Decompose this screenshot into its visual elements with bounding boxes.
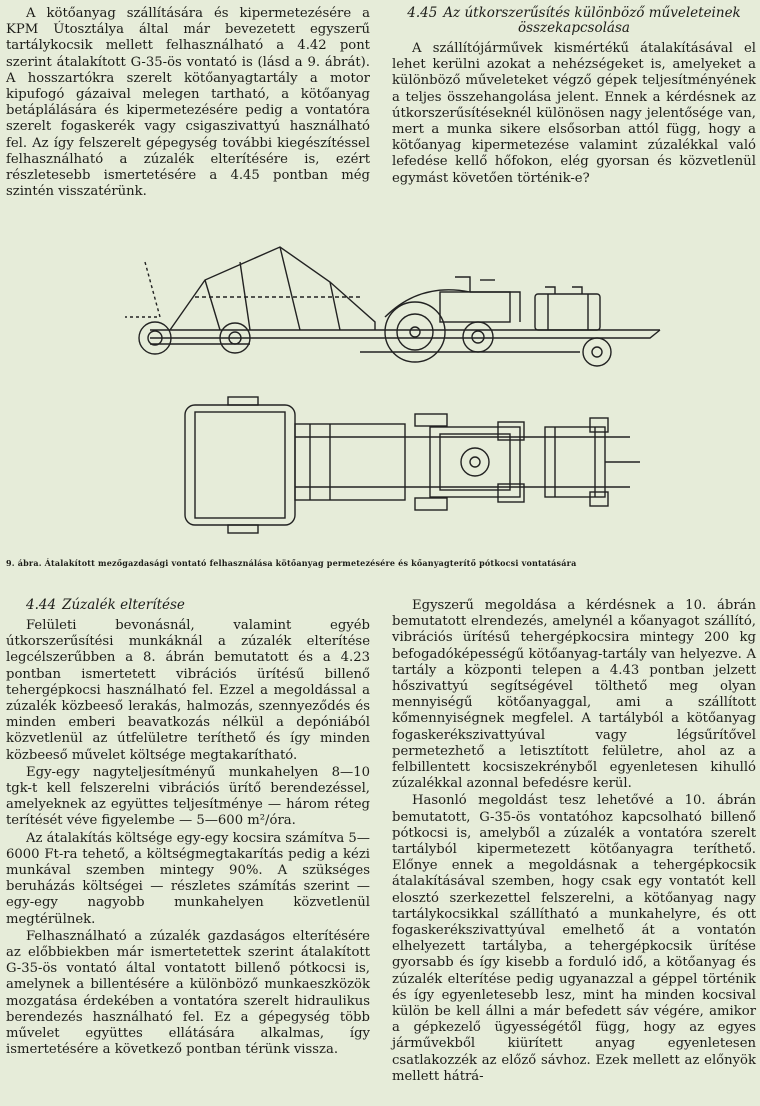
- section-number: 4.44: [26, 597, 57, 613]
- section-title: Zúzalék elterítése: [62, 597, 185, 613]
- section-heading-4-45: [392, 6, 756, 36]
- paragraph: Felületi bevonásnál, valamint egyéb útkorszerűsítési munkáknál a zúzalék elterítése legcélszerűbben a 8. ábrán bemutatott és a 4.23 pontban ismertetett vibrációs ürítésű billenő tehergépkocsi használható fel. Ezzel a megoldással a zúzalék közbeeső lerakás, halmozás, szennyeződés és minden emberi beavatkozás nélkül a depóniából közvetlenül az útfelületre teríthető és így minden közbeeső művelet költsége megtakarítható.: [6, 618, 370, 763]
- paragraph: A szállítójárművek kismértékű átalakításával el lehet kerülni azokat a nehézségeket is, amelyeket a különböző műveleteket végző gépek teljesítményének a teljes összehangolása jelent. Ennek a kérdésnek az útkorszerűsítéseknél különösen nagy jelentősége van, mert a munka sikere elsősorban attól függ, hogy a kötőanyag kipermetezése valamint zúzalékkal való lefedése kellő hőfokon, elég gyorsan és közvetlenül egymást követően történik-e?: [392, 41, 756, 186]
- column-bottom-left: [6, 598, 370, 1058]
- paragraph: Felhasználható a zúzalék gazdaságos elterítésére az előbbiekben már ismertetettek szerint átalakított G-35-ös vontató által vontatott billenő pótkocsi is, amelynek a billentésére a különböző munkaeszközök mozgatása érdekében a vontatóra szerelt hidraulikus berendezés használható fel. Ez a gépegység több művelet együttes ellátására alkalmas, így ismertetésére a következő pontban térünk vissza.: [6, 928, 370, 1058]
- column-top-right: [392, 6, 756, 187]
- section-heading-4-44: [6, 598, 370, 613]
- figure-caption: 9. ábra. Átalakított mezőgazdasági vontató felhasználása kötőanyag permetezésére és kőanyagterítő pótkocsi vontatására: [6, 558, 577, 568]
- column-top-left: [6, 6, 370, 200]
- paragraph: Egy-egy nagyteljesítményű munkahelyen 8—10 tgk-t kell felszerelni vibrációs ürítő berendezéssel, amelyeknek az együttes teljesítménye — három réteg terítését véve figyelembe — 5—600 m²/óra.: [6, 764, 370, 829]
- paragraph: Az átalakítás költsége egy-egy kocsira számítva 5—6000 Ft-ra tehető, a költségmegtakarítás pedig a kézi munkával szemben mintegy 90%. A szükséges beruházás költségei — részletes számítás szerint — egy-egy nagyobb munkahelyen közvetlenül megtérülnek.: [6, 830, 370, 927]
- paragraph: A kötőanyag szállítására és kipermetezésére a KPM Útosztálya által már bevezetett egyszerű tartálykocsik mellett felhasználható a 4.42 pont szerint átalakított G-35-ös vontató is (lásd a 9. ábrát). A hosszartókra szerelt kötőanyagtartály a motor kipufogó gázaival melegen tartható, a kötőanyag betáplálására és kipermetezésére pedig a vontatóra szerelt fogaskerék vagy csigaszivattyú használható fel. Az így felszerelt gépegység további kiegészítéssel felhasználható a zúzalék elterítésére is, ezért részletesebb ismertetésére a 4.45 pontban még szintén visszatérünk.: [6, 6, 370, 200]
- figure-tractor-drawing: [0, 222, 760, 572]
- section-number: 4.45: [407, 5, 438, 21]
- side-view-drawing: [125, 247, 660, 366]
- column-bottom-right: [392, 598, 756, 1085]
- paragraph: Egyszerű megoldása a kérdésnek a 10. ábrán bemutatott elrendezés, amelynél a kőanyagot szállító, vibrációs ürítésű tehergépkocsira mintegy 200 kg befogadóképességű kötőanyag-tartály van helyezve. A tartály a központi telepen a 4.43 pontban jelzett hőszivattyú segítségével tölthető meg olyan mennyiségű kötőanyaggal, ami a szállított kőmennyiségnek megfelel. A tartályból a kötőanyag fogaskerékszivattyúval vagy légsűrítővel permetezhető a letisztított felületre, ahol az a felbillentett kocsiszekrényből egyenletesen kihulló zúzalékkal azonnal befedésre kerül.: [392, 598, 756, 792]
- paragraph: Hasonló megoldást tesz lehetővé a 10. ábrán bemutatott, G-35-ös vontatóhoz kapcsolható billenő pótkocsi is, amelyből a zúzalék a vontatóra szerelt tartályból kipermetezett kötőanyagra teríthető. Előnye ennek a megoldásnak a tehergépkocsik átalakításával szemben, hogy csak egy vontatót kell elosztó szerkezettel felszerelni, a kötőanyag nagy tartálykocsikkal szállítható a munkahelyre, és ott fogaskerékszivattyúval emelhető át a vontatón elhelyezett tartályba, a tehergépkocsik ürítése gyorsabb és így kisebb a forduló idő, a kötőanyag és zúzalék elterítése pedig ugyanazzal a géppel történik és így egyenletesebb lesz, mint ha minden kocsival külön be kell állni a már befedett sáv végére, amikor a gépkezelő ügyességétől függ, hogy az egyes járművekből kiürített anyag egyenletesen csatlakozzék az előző sávhoz. Ezek mellett az előnyök mellett hátrá-: [392, 793, 756, 1084]
- section-title: Az útkorszerűsítés különböző műveleteinek összekapcsolása: [443, 5, 741, 36]
- plan-view-drawing: [185, 397, 640, 533]
